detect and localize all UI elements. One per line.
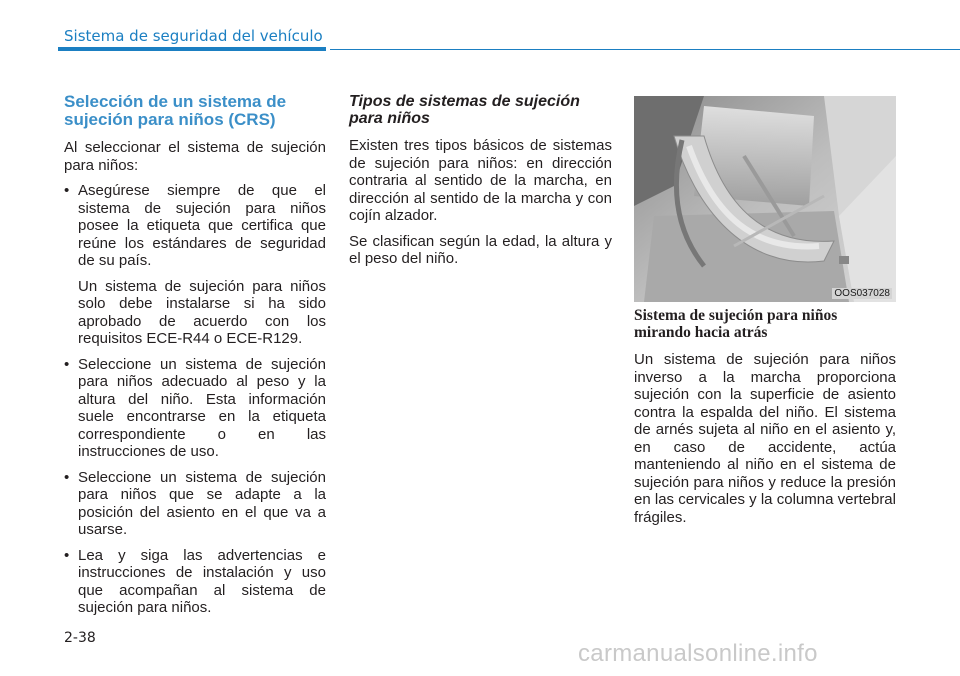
crs-types-heading: Tipos de sistemas de sujeción para niños	[349, 93, 580, 127]
column-right	[634, 307, 896, 534]
figure-code: OOS037028	[834, 288, 890, 299]
crs-selection-intro: Al seleccionar el sistema de sujeción para niños:	[64, 139, 326, 174]
list-item	[64, 356, 326, 461]
section-title: Sistema de seguridad del vehículo	[64, 27, 323, 45]
bullet-icon: •	[64, 182, 70, 199]
list-item	[64, 182, 326, 348]
list-item	[64, 547, 326, 617]
list-item-text: Seleccione un sistema de sujeción para niños que se adapte a la posición del asiento en el que va a usarse.	[78, 468, 326, 538]
list-item	[64, 469, 326, 539]
header-rule-thin	[330, 49, 960, 50]
bullet-icon: •	[64, 546, 70, 564]
crs-selection-heading: Selección de un sistema de sujeción para niños (CRS)	[64, 92, 287, 129]
crs-types-paragraph: Existen tres tipos básicos de sistemas de sujeción para niños: en dirección contraria al sentido de la marcha, en dirección al sentido de la marcha y con cojín alzador.	[349, 137, 612, 224]
column-middle	[349, 93, 612, 276]
rear-facing-seat-illustration	[634, 96, 896, 302]
list-item-text: Seleccione un sistema de sujeción para niños adecuado al peso y la altura del niño. Esta información suele encontrarse en la etiqueta correspondiente o en las instrucciones de uso.	[78, 355, 326, 460]
list-item-text: Lea y siga las advertencias e instrucciones de instalación y uso que acompañan al sistema de sujeción para niños.	[78, 546, 326, 616]
list-item-text: Asegúrese siempre de que el sistema de sujeción para niños posee la etiqueta que certifica que reúne los estándares de seguridad de su país.	[78, 182, 326, 269]
crs-types-paragraph: Se clasifican según la edad, la altura y el peso del niño.	[349, 232, 612, 267]
bullet-icon: •	[64, 468, 70, 486]
rear-facing-paragraph: Un sistema de sujeción para niños inverso a la marcha proporciona sujeción con la superficie de asiento contra la espalda del niño. El sistema de arnés sujeta al niño en el asiento y, en caso de accidente, actúa manteniendo al niño en el sistema de sujeción para niños y reduce la presión en las cervicales y la columna vertebral frágiles.	[634, 351, 896, 526]
watermark: carmanualsonline.info	[578, 640, 818, 667]
rear-facing-heading: Sistema de sujeción para niños mirando hacia atrás	[634, 307, 838, 341]
list-item-text: Un sistema de sujeción para niños solo debe instalarse si ha sido aprobado de acuerdo con los requisitos ECE-R44 o ECE-R129.	[78, 277, 326, 347]
bullet-icon: •	[64, 355, 70, 373]
column-left	[64, 93, 326, 625]
car-seat-drawing	[634, 96, 896, 302]
crs-selection-list	[64, 182, 326, 617]
page-number: 2-38	[64, 630, 96, 646]
header-rule-thick	[58, 47, 326, 51]
